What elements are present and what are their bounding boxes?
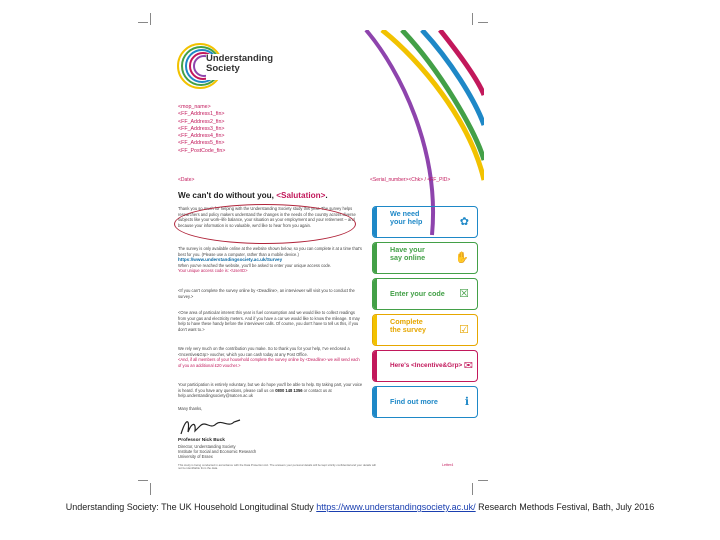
card-incentive: [372, 350, 478, 382]
letter-date: <Date>: [178, 177, 195, 183]
card-label: [390, 398, 438, 406]
paragraph-meters: <One area of particular interest this year is fuel consumption and we would like to collect readings from your gas and electricity meters. And if you have a car we would like to know the mileage. It may help to have these handy before the interviewer calls. Of course, you don't have to tell us this, if you don't want to.>: [178, 310, 360, 332]
card-label-line: the survey: [390, 325, 426, 334]
access-code: Your unique access code is: <UserID>: [178, 268, 248, 273]
paragraph-thanks: Thank you so much for helping with the Understanding Society study this year. The survey helps researchers and policy makers understand the changes in the needs of the country across diverse subjects like your work–life balance, your situation as your employment and your retirement – and because your information is so valuable, we'd like to hear from you again.: [178, 206, 356, 228]
card-label: [390, 362, 462, 370]
card-tab: [373, 351, 377, 381]
address-line: <FF_Address3_fin>: [178, 125, 225, 132]
fine-print: This study is being conducted in accordance with the Data Protection Act. The answers your personal details will be kept strictly confidential and your details will not be identifiable from the data.: [178, 463, 376, 471]
card-we-need-your-help: [372, 206, 478, 238]
crop-mark: [150, 13, 151, 25]
hands-icon: ✿: [459, 216, 469, 228]
paragraph-incentive: [178, 346, 364, 368]
info-icon: ℹ: [464, 396, 469, 408]
crop-mark: [472, 13, 473, 25]
footer-link[interactable]: https://www.understandingsociety.ac.uk/: [316, 502, 476, 512]
paragraph-online: [178, 246, 364, 274]
role-line: Institute for Social and Economic Research: [178, 449, 257, 455]
crop-mark: [138, 22, 148, 23]
signatory-role: [178, 444, 256, 459]
serial-number: <Serial_number><Chk> / <FF_PID>: [370, 177, 451, 183]
address-block: [178, 104, 225, 155]
card-label-line: We need: [390, 209, 420, 218]
checkbox-icon: ☑: [459, 324, 469, 336]
card-label-line: Find out more: [390, 397, 438, 406]
card-tab: [373, 207, 377, 237]
heading-lead: We can't do without you,: [178, 191, 277, 200]
letter-code: Letter4: [442, 463, 454, 467]
card-tab: [373, 279, 377, 309]
role-line: Director, Understanding Society: [178, 444, 236, 449]
card-have-your-say: [372, 242, 478, 274]
card-tab: [373, 315, 377, 345]
signature-image: [178, 416, 248, 438]
online-text: The survey is only available online at the website shown below, so you can complete it at a time that's best for you. (Please use a computer, rather than a mobile device.): [178, 246, 362, 257]
letter-page: [170, 30, 484, 478]
access-code-intro: When you've reached the website, you'll be asked to enter your unique access code.: [178, 262, 332, 268]
address-line: <mop_name>: [178, 104, 211, 110]
card-label: [390, 210, 422, 226]
slide-footer: [0, 502, 720, 512]
card-label-line: Complete: [390, 317, 423, 326]
address-line: <FF_Address5_fin>: [178, 140, 225, 147]
thanks-text: Many thanks,: [178, 406, 203, 411]
footer-study-name: Understanding Society: The UK Household Longitudinal Study: [65, 502, 314, 512]
crop-mark: [150, 483, 151, 495]
paragraph-contact: [178, 382, 364, 399]
voucher-icon: ✉: [463, 360, 473, 372]
card-find-out-more: [372, 386, 478, 418]
letter-heading: [178, 191, 328, 200]
card-label: [390, 318, 426, 334]
address-line: <FF_PostCode_fin>: [178, 147, 226, 154]
contact-phone: 0800 148 1356: [275, 387, 303, 393]
incentive-text: We rely very much on the contribution you make. So to thank you for your help, I've enclosed a <Incentive&Grp> voucher, which you can cash today at any Post Office.: [178, 346, 350, 357]
contact-text: Your participation is entirely voluntary, but we do hope you'll be able to help. By taking part, your voice is heard. If you have any questions, please call us on: [178, 382, 363, 393]
logo-line1: Understanding: [206, 53, 274, 64]
address-line: <FF_Address2_fin>: [178, 118, 225, 125]
highlight-ellipse: [174, 204, 356, 244]
hand-icon: ✋: [455, 252, 469, 264]
heading-end: .: [325, 191, 328, 200]
signatory-name: Professor Nick Buck: [178, 438, 225, 443]
crop-mark: [472, 483, 473, 495]
crop-mark: [138, 480, 148, 481]
card-tab: [373, 243, 377, 273]
heading-salutation: <Salutation>: [276, 191, 326, 200]
crop-mark: [478, 22, 488, 23]
card-complete-survey: [372, 314, 478, 346]
card-enter-your-code: [372, 278, 478, 310]
logo-line2: Society: [206, 63, 240, 74]
address-line: <FF_Address1_fin>: [178, 111, 225, 118]
logo-text: [206, 54, 273, 74]
footer-event: Research Methods Festival, Bath, July 2016: [478, 502, 655, 512]
crop-mark: [478, 480, 488, 481]
card-label-line: Enter your code: [390, 289, 445, 298]
paragraph-deadline: <If you can't complete the survey online by <Deadline>, an interviewer will visit you to conduct the survey.>: [178, 288, 355, 299]
role-line: University of Essex: [178, 454, 213, 460]
address-line: <FF_Address4_fin>: [178, 133, 225, 140]
card-label: [390, 290, 445, 298]
card-label-line: your help: [390, 217, 423, 226]
survey-link[interactable]: https://www.understandingsociety.ac.uk/Survey: [178, 257, 283, 262]
key-icon: ☒: [459, 288, 469, 300]
card-label-line: Here's <Incentive&Grp>: [390, 362, 463, 369]
contact-email: or contact us at help.understandingsociety@natcen.ac.uk: [178, 387, 332, 398]
card-tab: [373, 387, 377, 417]
incentive-bonus: <And, if all members of your household complete the survey online by <Deadline> we will send each of you an additional £20 voucher.>: [178, 357, 360, 368]
card-label-line: Have your: [390, 245, 425, 254]
card-label-line: say online: [390, 253, 426, 262]
card-label: [390, 246, 425, 262]
